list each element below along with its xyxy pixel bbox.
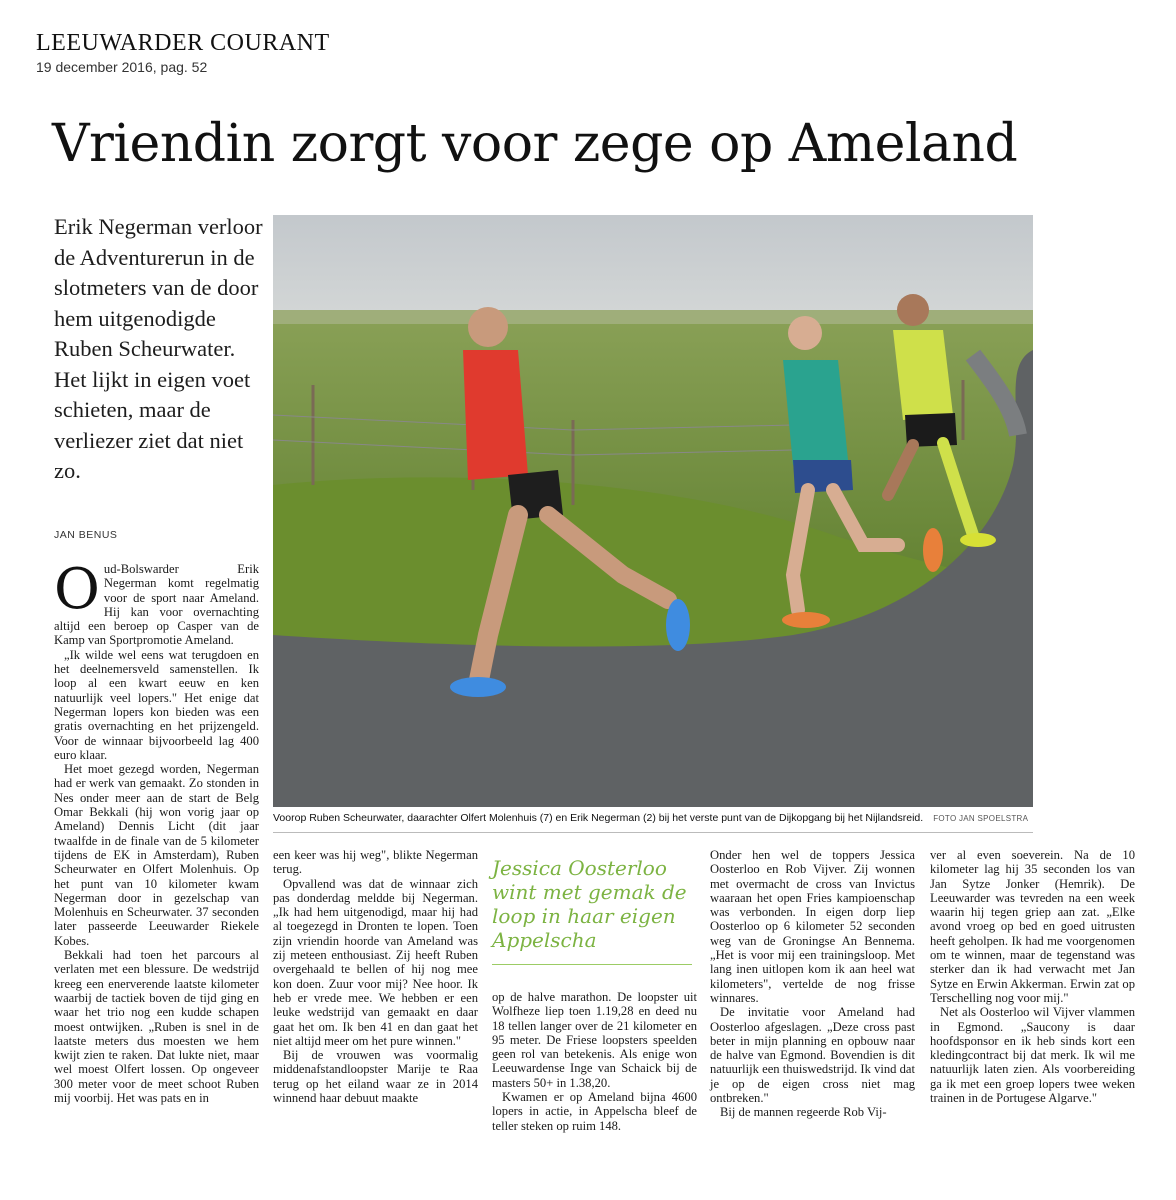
headline: Vriendin zorgt voor zege op Ameland (52, 114, 1018, 174)
paragraph: Net als Oosterloo wil Vijver vlammen in Egmond. „Saucony is daar hoofdsponsor en ik heb sinds kort een kledingcontract bij dat merk. Ik wil me natuurlijk laten zien. Als voorbereiding ga ik met een groep lopers twee weken trainen in de Portugese Algarve." (930, 1005, 1135, 1106)
paragraph: „Ik wilde wel eens wat terugdoen en het deelnemersveld samenstellen. Ik loop al een kwart eeuw en ken natuurlijk veel lopers." Het enige dat Negerman lopers kon bieden was een gratis overnachting en het prijzengeld. Voor de winnaar bijvoorbeeld lag 400 euro klaar. (54, 647, 259, 762)
pull-quote: Jessica Oosterloo wint met gemak de loop in haar eigen Appelscha (492, 856, 692, 965)
publication-date: 19 december 2016, pag. 52 (36, 59, 208, 75)
paragraph: Het moet gezegd worden, Negerman had er werk van gemaakt. Zo stonden in Nes onder meer aan de start de Belg Omar Bekkali (hij won vorig jaar op Ameland) Dennis Licht (dit jaar twaalfde in de finale van de 5 kilometer tijdens de EK in Amsterdam), Ruben Scheurwater en Olfert Molenhuis. Op het punt van 10 kilometer kwam Negerman door in gezelschap van Molenhuis en Scheurwater. 37 seconden later passeerde Leeuwarder Riekele Kobes. (54, 762, 259, 948)
newspaper-name: LEEUWARDER COURANT (36, 30, 330, 56)
paragraph: Bij de mannen regeerde Rob Vij- (720, 1105, 887, 1120)
runners-illustration (273, 215, 1033, 807)
caption-text: Voorop Ruben Scheurwater, daarachter Olfert Molenhuis (7) en Erik Negerman (2) bij het verste punt van de Dijkopgang bij het Nijlandsreid. (273, 812, 924, 824)
byline: JAN BENUS (54, 529, 118, 541)
paragraph: Opvallend was dat de winnaar zich pas donderdag meldde bij Negerman. „Ik had hem uitgenodigd, maar hij had al toegezegd in Dronten te lopen. Toen zijn vriendin hoorde van Ameland was zij meteen enthousiast. Zij heeft Ruben overgehaald te bellen of hij nog mee kon doen. Zuur voor mij? Nee hoor. Ik heb er vrede mee. We hebben er een leuke wedstrijd van gemaakt en daar gaat het om. Ik ben 41 en dan gaat het niet altijd meer om het pure winnen." (273, 876, 478, 1048)
paragraph: De invitatie voor Ameland had Oosterloo afgeslagen. „Deze cross past beter in mijn planning en opbouw naar de halve van Egmond. Bovendien is dit natuurlijk een thuiswedstrijd. Ik vind dat je op de eigen cross niet mag ontbreken." (710, 1005, 915, 1106)
photo-credit: FOTO JAN SPOELSTRA (933, 814, 1029, 823)
paragraph: Bij de vrouwen was voormalig middenafstandloopster Marije te Raa terug op het eiland waar ze in 2014 winnend haar debuut maakte (273, 1048, 478, 1106)
paragraph: Onder hen wel de toppers Jessica Oosterloo en Rob Vijver. Zij wonnen met overmacht de cross van Invictus waaraan het open Fries kampioenschap was verbonden. In eigen dorp liep Oosterloo op 6 kilometer 52 seconden weg van de Groningse An Bennema. „Het is voor mij een trainingsloop. Met lang inen uitlopen kom ik aan heel wat kilometers", vertelde de nog frisse winnares. (710, 848, 915, 1005)
race-photo (273, 215, 1033, 807)
article-column-5 (930, 848, 1135, 1105)
drop-cap: O (54, 557, 100, 622)
paragraph: op de halve marathon. De loopster uit Wolfheze liep toen 1.19,28 en deed nu 18 tellen langer over de 21 kilometer en 95 meter. De Friese loopsters speelden geen rol van betekenis. Als enige won Leeuwardense Inge van Schaick bij de masters 50+ in 1.38,20. (492, 990, 697, 1090)
article-column-3 (492, 990, 697, 1133)
paragraph: ud-Bolswarder Erik Negerman komt regelmatig voor de sport naar Ameland. Hij kan voor overnachting altijd een beroep op Casper van de Kamp van Sportpromotie Ameland. (54, 562, 259, 648)
masthead (36, 30, 330, 75)
paragraph: een keer was hij weg", blikte Negerman terug. (273, 848, 478, 877)
paragraph: Bekkali had toen het parcours al verlaten met een blessure. De wedstrijd kreeg een enerverende laatste kilometer waarbij de tactiek boven de tijd ging en waar het trio nog een kudde schapen moest ontwijken. „Ruben is snel in de laatste meters dus moesten we hem kwijt zien te raken. Dat lukte niet, maar wel moest Olfert lossen. Op ongeveer 300 meter voor de meet schoot Ruben mij voorbij. Het was pats en in (54, 948, 259, 1105)
article-column-4 (710, 848, 915, 1120)
photo-caption (273, 812, 1033, 833)
paragraph: Kwamen er op Ameland bijna 4600 lopers in actie, in Appelscha bleef de teller steken op ruim 148. (492, 1090, 697, 1133)
article-column-2 (273, 848, 478, 1105)
paragraph: ver al even soeverein. Na de 10 kilometer lag hij 35 seconden los van Jan Sytze Jonker (Hemrik). De Leeuwarder was tevreden na een week waarin hij tegen griep aan zat. „Elke avond vroeg op bed en goed uitrusten heeft geholpen. Ik had me voorgenomen om te winnen, maar de tegenstand was sterker dan ik had verwacht met Jan Sytze en Erwin Akkerman. Erwin zat op Terschelling nog voor mij." (930, 848, 1135, 1005)
intro-paragraph: Erik Negerman verloor de Adventurerun in de slotmeters van de door hem uitgenodigde Ruben Scheurwater. Het lijkt in eigen voet schieten, maar de verliezer ziet dat niet zo. (54, 214, 263, 483)
article-column-1 (54, 557, 259, 1105)
